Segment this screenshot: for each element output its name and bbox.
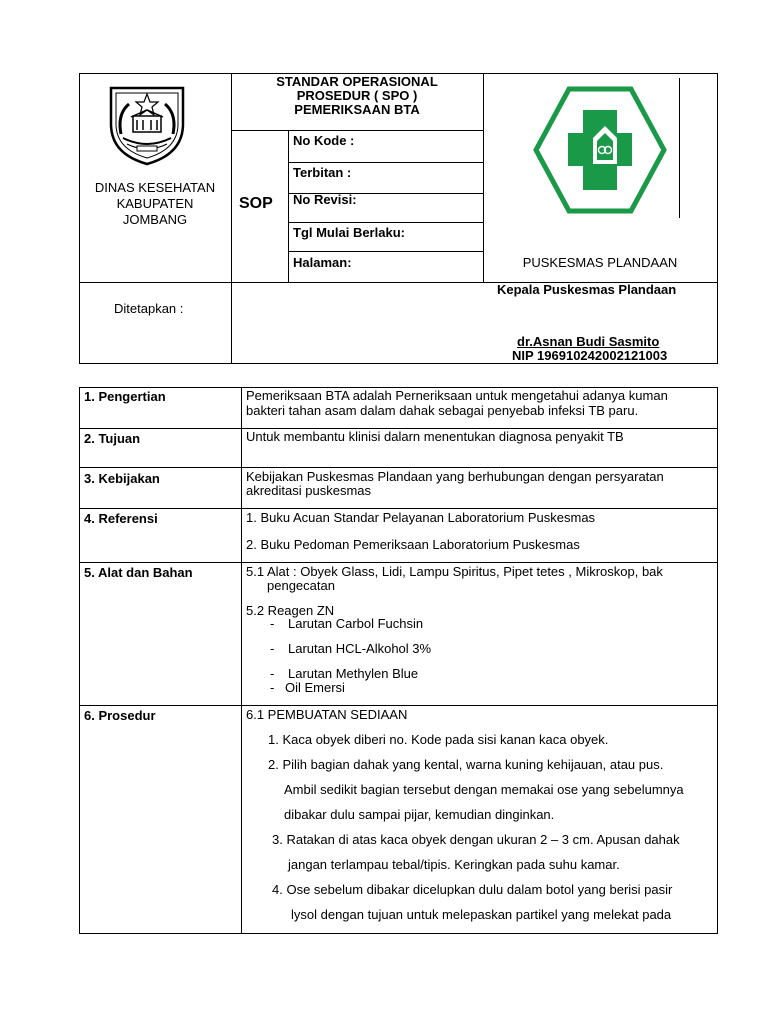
doc-title-line-1: STANDAR OPERASIONAL: [276, 74, 438, 89]
doc-title-line-2: PROSEDUR ( SPO ): [296, 88, 418, 103]
reagen-item-3: Larutan Methylen Blue: [288, 666, 419, 681]
reagen-dash-3: -: [270, 666, 275, 681]
kebijakan-line-1: Kebijakan Puskesmas Plandaan yang berhubungan dengan persyaratan: [246, 469, 664, 484]
prosedur-line-3: Ambil sedikit bagian tersebut dengan memakai ose yang sebelumnya: [284, 782, 684, 797]
kebijakan-line-2: akreditasi puskesmas: [246, 483, 371, 498]
puskesmas-name: PUSKESMAS PLANDAAN: [522, 255, 678, 270]
jombang-emblem-icon: [107, 84, 187, 166]
org-line-2: KABUPATEN: [116, 196, 194, 211]
section-label-tujuan: 2. Tujuan: [84, 431, 141, 446]
org-line-3: JOMBANG: [122, 212, 188, 227]
org-line-1: DINAS KESEHATAN: [94, 180, 216, 195]
referensi-item-1: 1. Buku Acuan Standar Pelayanan Laboratorium Puskesmas: [246, 510, 596, 525]
prosedur-line-2: 2. Pilih bagian dahak yang kental, warna kuning kehijauan, atau pus.: [268, 757, 664, 772]
reagen-item-2: Larutan HCL-Alkohol 3%: [288, 641, 432, 656]
ditetapkan-label: Ditetapkan :: [114, 301, 184, 316]
prosedur-line-5: 3. Ratakan di atas kaca obyek dengan ukuran 2 – 3 cm. Apusan dahak: [272, 832, 680, 847]
pengertian-line-2: bakteri tahan asam dalam dahak sebagai penyebab infeksi TB paru.: [246, 403, 639, 418]
prosedur-title: 6.1 PEMBUATAN SEDIAAN: [246, 707, 408, 722]
field-terbitan: Terbitan :: [293, 165, 352, 180]
section-label-pengertian: 1. Pengertian: [84, 389, 166, 404]
sop-label: SOP: [239, 195, 273, 212]
prosedur-line-4: dibakar dulu sampai pijar, kemudian dinginkan.: [284, 807, 555, 822]
prosedur-line-7: 4. Ose sebelum dibakar dicelupkan dulu dalam botol yang berisi pasir: [272, 882, 673, 897]
section-label-alat-bahan: 5. Alat dan Bahan: [84, 565, 193, 580]
field-tgl-mulai-berlaku: Tgl Mulai Berlaku:: [293, 225, 405, 240]
reagen-item-4: Oil Emersi: [285, 680, 345, 695]
kepala-name: dr.Asnan Budi Sasmito: [517, 334, 660, 349]
field-no-kode: No Kode :: [293, 133, 355, 148]
section-label-prosedur: 6. Prosedur: [84, 708, 156, 723]
section-label-referensi: 4. Referensi: [84, 511, 158, 526]
kepala-title: Kepala Puskesmas Plandaan: [497, 282, 677, 297]
field-halaman: Halaman:: [293, 255, 352, 270]
reagen-item-1: Larutan Carbol Fuchsin: [288, 616, 424, 631]
prosedur-line-8: lysol dengan tujuan untuk melepaskan partikel yang melekat pada: [291, 907, 672, 922]
alat-line-2: pengecatan: [267, 578, 335, 593]
section-label-kebijakan: 3. Kebijakan: [84, 471, 160, 486]
kepala-nip: NIP 196910242002121003: [512, 348, 668, 363]
referensi-item-2: 2. Buku Pedoman Pemeriksaan Laboratorium Puskesmas: [246, 537, 580, 552]
reagen-dash-1: -: [270, 616, 275, 631]
alat-line-1: 5.1 Alat : Obyek Glass, Lidi, Lampu Spiritus, Pipet tetes , Mikroskop, bak: [246, 564, 663, 579]
doc-title-line-3: PEMERIKSAAN BTA: [294, 102, 420, 117]
prosedur-line-6: jangan terlampau tebal/tipis. Keringkan pada suhu kamar.: [288, 857, 620, 872]
reagen-title: 5.2 Reagen ZN: [246, 603, 335, 618]
tujuan-line-1: Untuk membantu klinisi dalarn menentukan diagnosa penyakit TB: [246, 429, 624, 444]
reagen-dash-4: -: [270, 680, 275, 695]
reagen-dash-2: -: [270, 641, 275, 656]
puskesmas-logo-icon: [531, 86, 669, 214]
field-no-revisi: No Revisi:: [293, 192, 357, 207]
pengertian-line-1: Pemeriksaan BTA adalah Perneriksaan untuk mengetahui adanya kuman: [246, 388, 668, 403]
prosedur-line-1: 1. Kaca obyek diberi no. Kode pada sisi kanan kaca obyek.: [268, 732, 609, 747]
